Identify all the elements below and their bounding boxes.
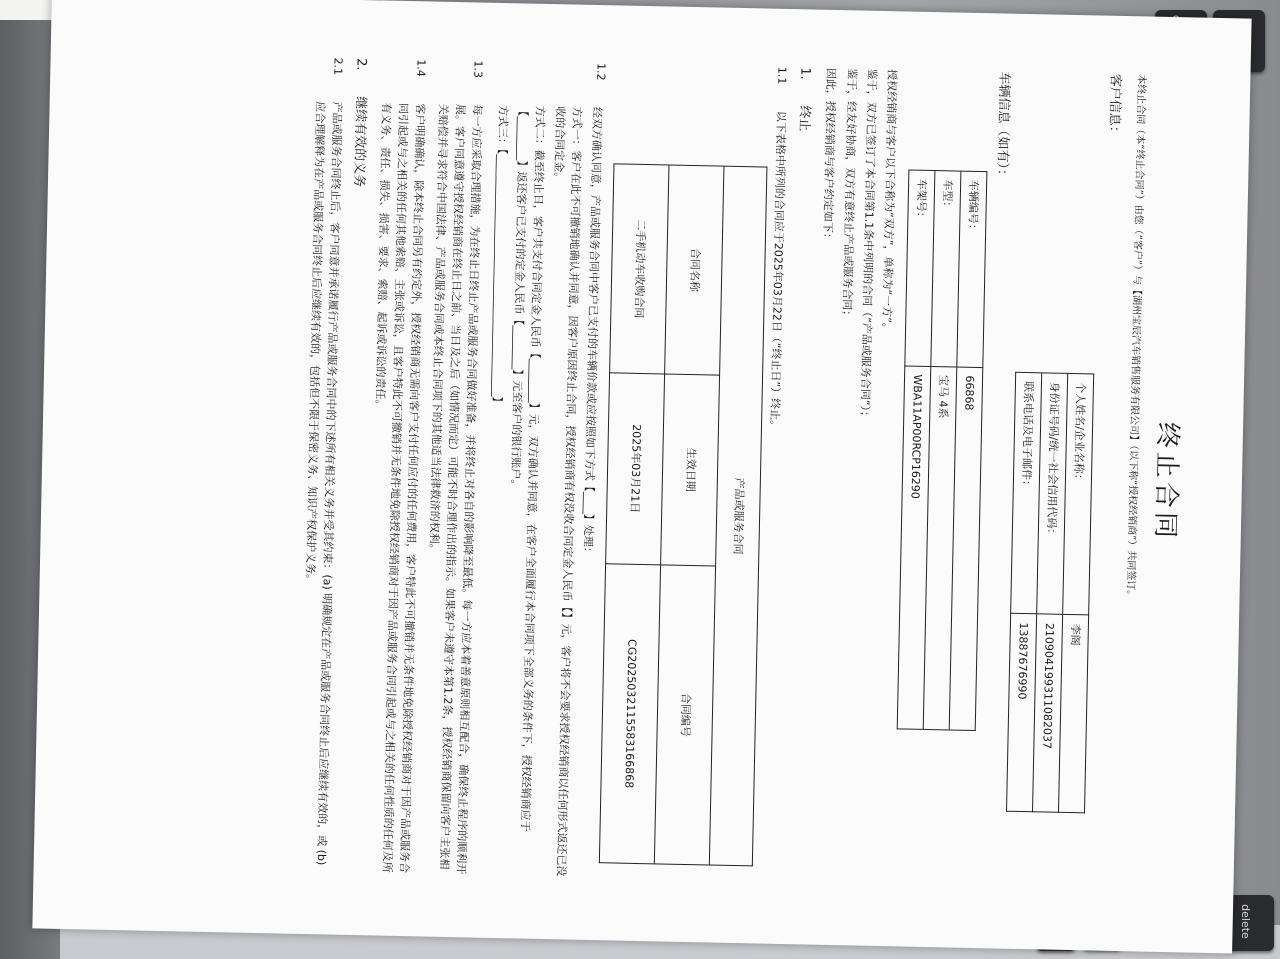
customer-info-table: [1006, 372, 1094, 814]
termination-contract-document: [63, 12, 1222, 936]
therefore-paragraph: 因此，授权经销商与客户约定如下：: [821, 67, 839, 244]
document-title: 终止合同: [1149, 421, 1183, 543]
customer-contact-value: 13887676990: [1006, 614, 1036, 812]
whereas-paragraph: 鉴于，双方已签订了本合同第1.1条中列明的合同（“产品或服务合同”）；: [857, 68, 879, 423]
customer-name-label: 个人姓名/企业名称：: [1063, 373, 1094, 615]
clause-1-2-text: 经双方确认同意，产品或服务合同中客户已支付的车辆价款或应按照如下方式【____】处理：: [581, 106, 604, 559]
intro-paragraph: 本终止合同（本“终止合同”）由您（“客户”）与【湖州宝辰汽车销售服务有限公司】（以下称“授权经销商”）共同签订。: [1124, 74, 1147, 601]
vehicle-number-label: 车辆编号：: [957, 171, 987, 367]
col-effective-date: 生效日期: [661, 374, 720, 566]
section-2-number: 2.: [353, 57, 369, 71]
vehicle-model-value: 宝马 4系: [923, 366, 957, 730]
clause-1-3: [418, 60, 486, 875]
clause-1-1-number: 1.1: [775, 66, 789, 85]
parties-paragraph: 授权经销商与客户以下合称为“双方”，单称为“一方”。: [879, 69, 899, 335]
section-1-number: 1.: [797, 67, 813, 80]
vehicle-vin-value: WBA11AP00RCP16290: [897, 366, 931, 730]
section-2-title: 继续有效的义务: [350, 95, 368, 188]
consult-paragraph: 鉴于，经友好协商，双方有意终止产品或服务合同；: [839, 68, 859, 322]
clause-1-4-text: 客户明确确认，除本终止合同另有约定外，授权经销商无需向客户支付任何应付的任何费用，客户特此不可撤销并无条件地免除授权经销商对于因产品或服务合同引起或与之相关的任何其他索赔、主张或诉讼，且客户特此不可撤销并无条件地免除授权经销商对于因产品或服务合同引起或与之相关的任何性质的任何及所有义务、责任、损失、损害、要求、索赔、起诉或诉讼的责任。: [373, 102, 427, 874]
vehicle-info-heading: 车辆信息（如有）：: [994, 71, 1012, 183]
contract-table: [599, 163, 768, 866]
contract-table-header: 产品或服务合同: [710, 166, 768, 866]
contract-number-cell: CG20250321155831668​68: [600, 563, 661, 863]
customer-name-value: 李阁: [1059, 615, 1089, 813]
clause-1-3-number: 1.3: [471, 60, 485, 79]
clause-2-1-number: 2.1: [330, 57, 345, 76]
vehicle-vin-label: 车架号：: [904, 170, 934, 366]
customer-id-value: 210904199311082037: [1032, 614, 1062, 812]
clause-1-2-way-3: 方式三：【____________________________________________】: [490, 104, 510, 408]
section-1-title: 终止: [796, 105, 813, 132]
clause-1-2-number: 1.2: [594, 62, 608, 81]
clause-1-4-number: 1.4: [414, 59, 428, 77]
customer-info-heading: 客户信息：: [1106, 73, 1123, 139]
customer-contact-label: 联系电话及电子邮件：: [1011, 372, 1042, 614]
col-contract-name: 合同名称: [665, 165, 724, 375]
vehicle-info-table: [896, 170, 987, 732]
clause-1-2: [476, 61, 610, 877]
clause-2-1-text: 产品或服务合同终止后，客户同意并承诺履行产品或服务合同中的下述所有相关义务并受其约束：(a) 明确规定在产品或服务合同终止后应继续有效的，或 (b) 应合理解释为在产品或服务合同终止后应继续有效的，包括但不限于保密义务、知识产权保护义务。: [303, 101, 344, 866]
vehicle-number-value: 66868: [949, 367, 983, 731]
vehicle-model-label: 车型：: [930, 171, 960, 367]
customer-id-label: 身份证号码/统一社会信用代码：: [1037, 373, 1068, 615]
col-contract-number: 合同编号: [655, 565, 716, 865]
clause-1-2-way-1: 方式一：客户在此不可撤销地确认并同意，因客户原因终止合同，授权经销商有权没收合同定金人民币【】元，客户将不会要求授权经销商以任何形式返还已没收的合同定金。: [552, 106, 584, 877]
key-delete-label: delete: [1238, 904, 1252, 939]
contract-name-cell: 二手机动车收购合同: [610, 164, 669, 374]
clause-1-4: [361, 58, 429, 873]
paper-sheet: [32, 0, 1251, 953]
effective-date-cell: 2025年03月21日: [606, 373, 665, 565]
clause-1-3-text: 每一方应采取合理措施，为在终止日终止产品或服务合同做好准备，并将终止对各自的影响降至最低。每一方应本着善意原则相互配合，确保终止程序的顺利开展。客户同意遵守授权经销商在终止日之前、当日及之后（如情况而定）可能不时合理作出的指示。如果客户未遵守本第1.2条，授权经销商保留向客户主张相关赔偿并寻求符合中国法律、产品或服务合同或本终止合同项下的其他适当法律救济的权利。: [427, 103, 484, 875]
clause-1-1-text: 以下表格中所列的合同应于2025年03月22日（“终止日”）终止。: [768, 110, 788, 432]
clause-1-2-way-2: 方式二：截至终止日，客户共支付合同定金人民币【________】元，双方确认并同意，在客户全面履行本合同项下全部义务的条件下，授权经销商应于【________】返还客户已支付的定金人民币【________】元至客户的银行账户。: [508, 105, 547, 832]
